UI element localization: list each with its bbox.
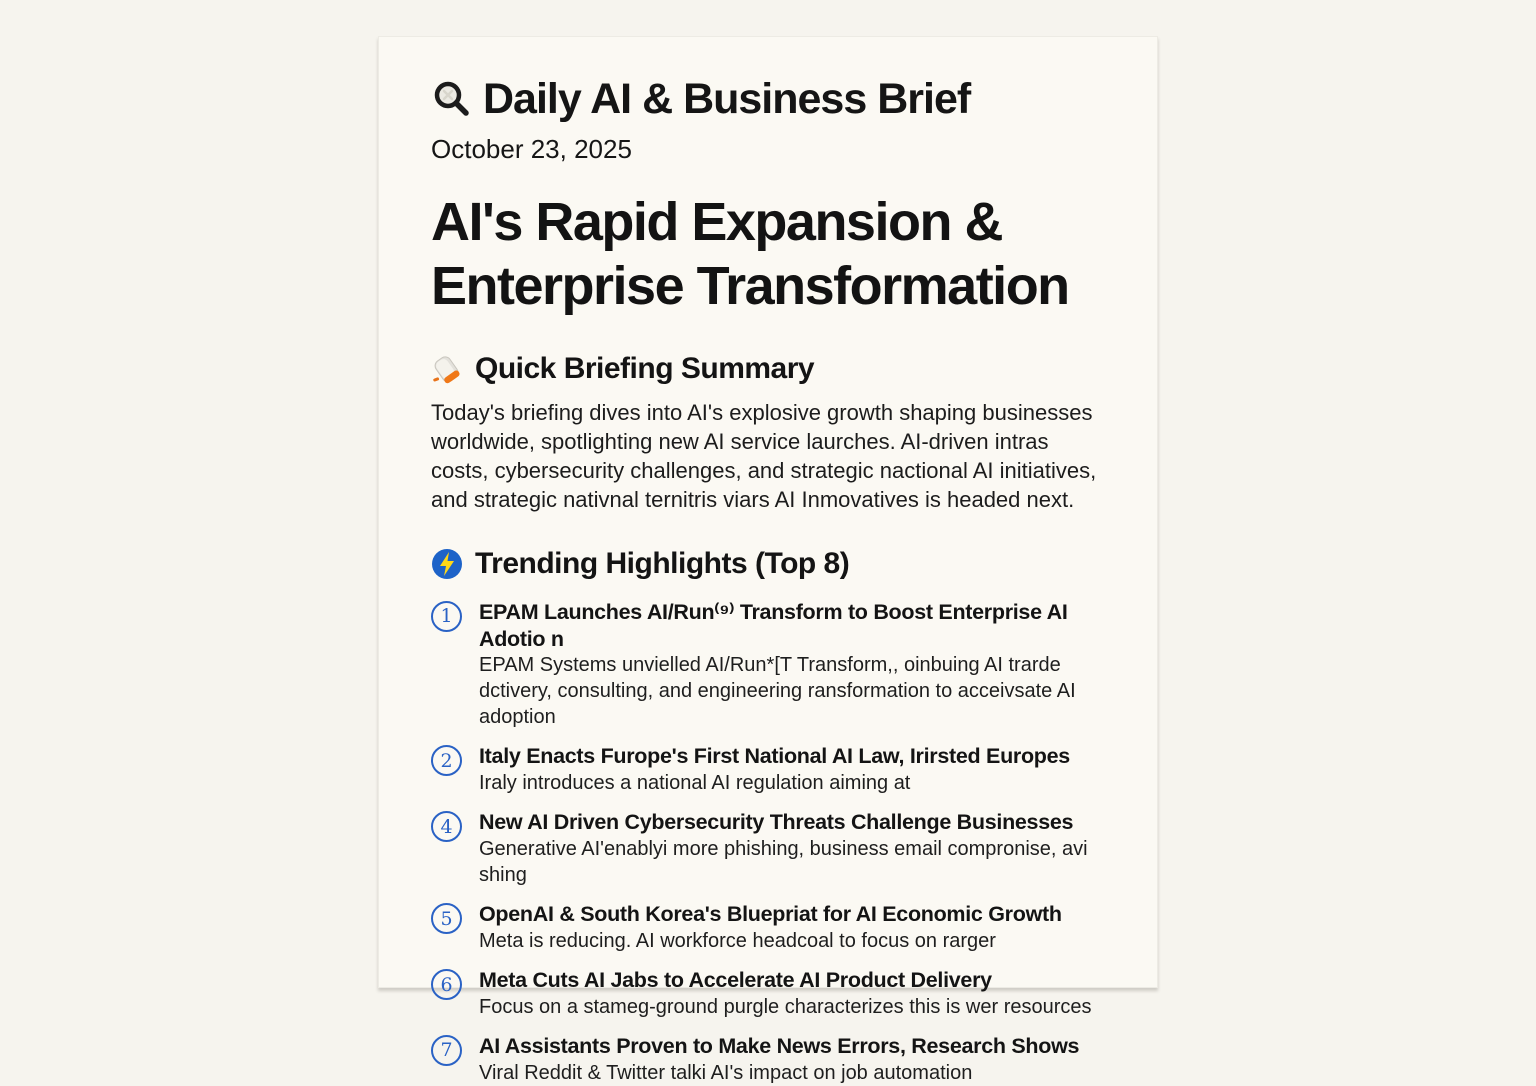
- briefing-card: [378, 36, 1158, 1084]
- headline-line-1: AI's Rapid Expansion &: [431, 192, 1002, 252]
- highlights-list: [431, 599, 1105, 1086]
- item-summary: Iraly introduces a national AI regulation aiming at: [479, 772, 911, 795]
- highlights-section-head: [431, 547, 1105, 581]
- item-summary: Meta is reducing. AI workforce headcoal to focus on rarger: [479, 930, 996, 953]
- item-title[interactable]: AI Assistants Proven to Make News Errors, Research Shows: [479, 1033, 1080, 1058]
- highlights-heading: Trending Highlights (Top 8): [475, 546, 850, 580]
- magnifier-icon: [431, 79, 473, 121]
- date: October 23, 2025: [431, 134, 632, 164]
- page-title: Daily AI & Business Brief: [483, 75, 971, 123]
- item-number-badge: 6: [431, 969, 462, 1000]
- item-title[interactable]: EPAM Launches AI/Run⁽⁹⁾ Transform to Boost Enterprise AI Adotio n: [479, 599, 1068, 651]
- item-title[interactable]: Meta Cuts AI Jabs to Accelerate AI Product Delivery: [479, 968, 992, 993]
- item-number-badge: 2: [431, 745, 462, 776]
- item-title[interactable]: Italy Enacts Furope's First National AI Law, Irirsted Europes: [479, 744, 1070, 769]
- summary-body: Today's briefing dives into AI's explosive growth shaping businesses worldwide, spotlighting new AI service laurches. AI-driven intras costs, cybersecurity challenges, and strategic nactional AI initiatives, and strategic nativnal ternitris viars AI Inmovatives is headed next.: [431, 400, 1097, 512]
- list-item[interactable]: [431, 901, 1105, 954]
- list-item[interactable]: [431, 599, 1105, 731]
- item-summary: Generative AI'enablyi more phishing, business email compronise, avi shing: [479, 838, 1088, 887]
- item-summary: Focus on a stameg-ground purgle characterizes this is wer resources: [479, 995, 1092, 1018]
- headline-line-2: Enterprise Transformation: [431, 255, 1069, 316]
- eraser-icon: [431, 353, 463, 385]
- item-title[interactable]: OpenAI & South Korea's Bluepriat for AI Economic Growth: [479, 902, 1062, 927]
- summary-section-head: [431, 352, 1105, 386]
- item-number-badge: 4: [431, 811, 462, 842]
- item-summary: Viral Reddit & Twitter talki AI's impact on job automation: [479, 1061, 973, 1084]
- item-number-badge: 1: [431, 601, 462, 632]
- item-summary: EPAM Systems unvielled AI/Run*[T Transform,, oinbuing AI trarde dctivery, consulting, and engineering ransformation to acceivsate AI adoption: [479, 654, 1076, 729]
- masthead: [431, 75, 1105, 124]
- item-number-badge: 5: [431, 903, 462, 934]
- summary-heading: Quick Briefing Summary: [475, 352, 815, 386]
- list-item[interactable]: [431, 743, 1105, 796]
- lightning-icon: [431, 548, 463, 580]
- item-number-badge: 7: [431, 1035, 462, 1066]
- item-title[interactable]: New AI Driven Cybersecurity Threats Challenge Businesses: [479, 810, 1074, 835]
- headline: [431, 191, 1105, 318]
- list-item[interactable]: [431, 967, 1105, 1020]
- list-item[interactable]: [431, 1033, 1105, 1086]
- list-item[interactable]: [431, 809, 1105, 888]
